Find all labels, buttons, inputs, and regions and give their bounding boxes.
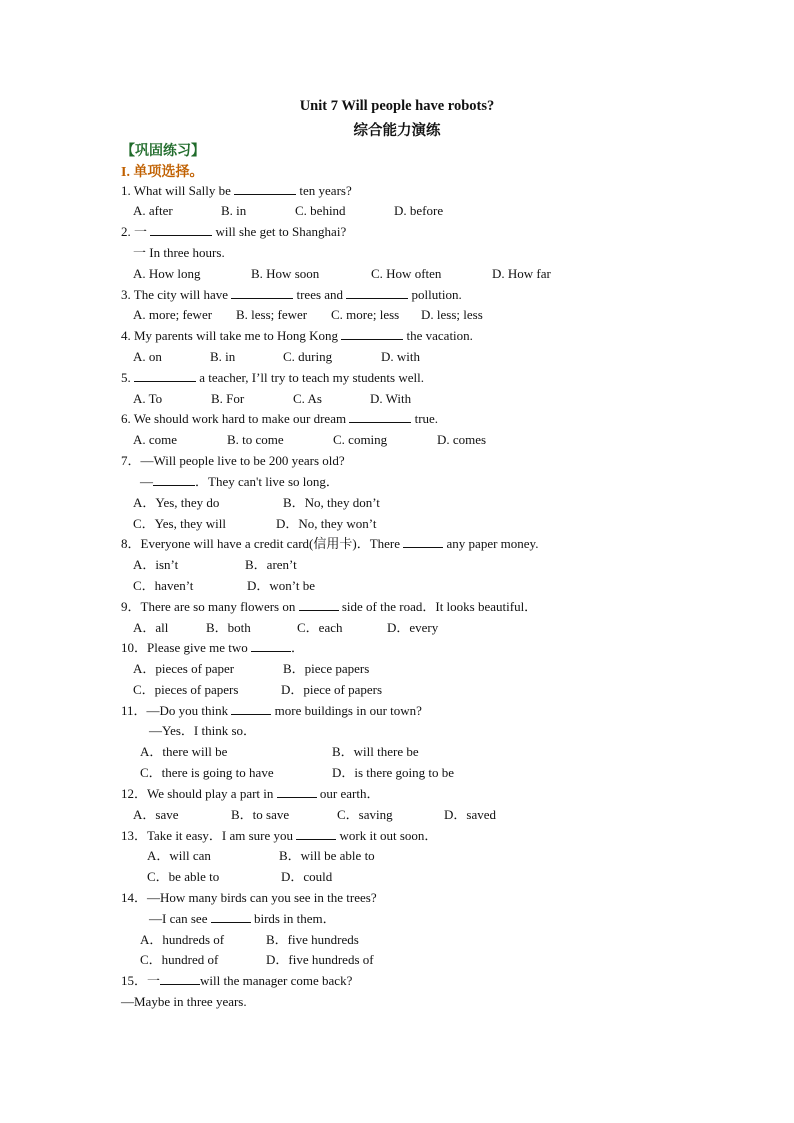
answer-option: D. comes (437, 432, 487, 447)
answer-option: A．save (133, 807, 179, 822)
answer-option: C．each (297, 620, 343, 635)
answer-option: C．Yes, they will (133, 516, 226, 531)
answer-option: D．saved (444, 807, 496, 822)
answer-option: D．every (387, 620, 439, 635)
answer-option: D. How far (492, 266, 551, 281)
answer-blank[interactable] (349, 411, 411, 423)
question-text: 9．There are so many flowers on (121, 599, 299, 614)
answer-blank[interactable] (234, 183, 296, 195)
answer-option: D．No, they won’t (276, 516, 377, 531)
question-line (121, 536, 538, 552)
answer-blank[interactable] (231, 703, 271, 715)
answer-option: C．there is going to have (140, 765, 274, 780)
question-text: 4. My parents will take me to Hong Kong (121, 328, 342, 343)
answer-option: B．to save (231, 807, 290, 822)
practice-label: 【巩固练习】 (121, 144, 205, 159)
question-text: 一 In three hours. (133, 245, 225, 260)
answer-blank[interactable] (346, 287, 408, 299)
answer-option: B．will there be (332, 744, 419, 759)
answer-blank[interactable] (251, 640, 291, 652)
answer-option: A. after (133, 203, 173, 218)
question-text: 12．We should play a part in (121, 786, 277, 801)
answer-option: D. less; less (421, 307, 483, 322)
question-text: more buildings in our town? (271, 703, 422, 718)
question-text: any paper money. (443, 536, 539, 551)
answer-option: C．haven’t (133, 578, 194, 593)
answer-option: A．hundreds of (140, 932, 225, 947)
page-subtitle: 综合能力演练 (353, 123, 441, 139)
answer-option: C．be able to (147, 869, 220, 884)
question-text: 15．一 (121, 973, 161, 988)
question-line (121, 599, 537, 615)
answer-blank[interactable] (296, 828, 336, 840)
answer-option: D．five hundreds of (266, 952, 374, 967)
question-text: our earth． (316, 786, 380, 801)
question-line (121, 703, 422, 719)
question-text: a teacher, I’ll try to teach my students well. (196, 370, 424, 385)
answer-blank[interactable] (277, 786, 317, 798)
question-text: 3. The city will have (121, 287, 232, 302)
question-line (121, 640, 304, 656)
answer-option: A. To (133, 391, 163, 406)
question-text: will she get to Shanghai? (212, 224, 347, 239)
question-line (121, 224, 346, 240)
answer-option: B．No, they don’t (283, 495, 380, 510)
question-text: birds in them． (250, 911, 336, 926)
question-text: —Yes．I think so． (149, 723, 257, 738)
answer-blank[interactable] (211, 911, 251, 923)
answer-option: B. in (221, 203, 247, 218)
answer-blank[interactable] (134, 370, 196, 382)
answer-option: C. As (293, 391, 322, 406)
answer-option: A．isn’t (133, 557, 179, 572)
question-text: side of the road．It looks beautiful． (338, 599, 538, 614)
answer-option: A．pieces of paper (133, 661, 235, 676)
question-line (121, 890, 377, 906)
question-line (121, 287, 462, 303)
answer-option: C. How often (371, 266, 442, 281)
answer-option: B. For (211, 391, 245, 406)
question-line (149, 911, 336, 927)
answer-option: C. during (283, 349, 333, 364)
question-text: ten years? (296, 183, 352, 198)
question-text: trees and (293, 287, 347, 302)
question-line (121, 328, 473, 344)
answer-option: B. How soon (251, 266, 320, 281)
answer-option: D. before (394, 203, 444, 218)
answer-option: D．is there going to be (332, 765, 455, 780)
answer-option: C．pieces of papers (133, 682, 239, 697)
answer-blank[interactable] (403, 536, 443, 548)
answer-option: A．Yes, they do (133, 495, 220, 510)
answer-option: D．could (281, 869, 333, 884)
question-line (121, 453, 345, 469)
answer-option: C. coming (333, 432, 388, 447)
answer-option: B. in (210, 349, 236, 364)
answer-option: A．will can (147, 848, 211, 863)
section-heading: I. 单项选择。 (121, 165, 204, 180)
answer-option: D. With (370, 391, 412, 406)
answer-option: C. behind (295, 203, 346, 218)
answer-blank[interactable] (153, 474, 195, 486)
question-line (121, 973, 352, 989)
question-line (121, 411, 438, 427)
question-text: work it out soon． (336, 828, 438, 843)
question-text: 6. We should work hard to make our dream (121, 411, 350, 426)
question-text: 7．—Will people live to be 200 years old? (121, 453, 345, 468)
answer-blank[interactable] (150, 224, 212, 236)
answer-option: D．won’t be (247, 578, 316, 593)
question-text: 14．—How many birds can you see in the trees? (121, 890, 377, 905)
question-text: — (140, 474, 153, 489)
question-text: 2. 一 (121, 224, 151, 239)
question-text: 1. What will Sally be (121, 183, 235, 198)
answer-option: D．piece of papers (281, 682, 383, 697)
question-text: the vacation. (403, 328, 473, 343)
page-title: Unit 7 Will people have robots? (299, 98, 495, 114)
question-line (121, 370, 424, 386)
answer-option: A. on (133, 349, 162, 364)
answer-option: B．will be able to (279, 848, 375, 863)
answer-option: C．saving (337, 807, 393, 822)
question-line (133, 245, 225, 261)
question-text: —I can see (149, 911, 211, 926)
question-text: pollution. (408, 287, 462, 302)
answer-blank[interactable] (299, 599, 339, 611)
answer-blank[interactable] (341, 328, 403, 340)
answer-option: A. more; fewer (133, 307, 213, 322)
answer-option: A. How long (133, 266, 201, 281)
answer-option: A．there will be (140, 744, 228, 759)
answer-option: C．hundred of (140, 952, 219, 967)
question-line (140, 474, 339, 490)
question-line (121, 994, 247, 1010)
question-text: ． (290, 640, 304, 655)
question-text: —Maybe in three years. (121, 994, 247, 1009)
answer-option: D. with (381, 349, 420, 364)
answer-option: B. to come (227, 432, 284, 447)
question-text: true. (411, 411, 439, 426)
answer-blank[interactable] (160, 973, 200, 985)
answer-option: C. more; less (331, 307, 400, 322)
answer-option: B．piece papers (283, 661, 370, 676)
answer-option: B．both (206, 620, 251, 635)
answer-option: B．aren’t (245, 557, 297, 572)
question-text: 10．Please give me two (121, 640, 251, 655)
question-line (121, 786, 379, 802)
answer-option: B. less; fewer (236, 307, 308, 322)
answer-option: B．five hundreds (266, 932, 359, 947)
question-text: will the manager come back? (200, 973, 353, 988)
question-text: ．They can't live so long． (195, 474, 339, 489)
question-line (149, 723, 256, 739)
question-text: 5. (121, 370, 134, 385)
answer-blank[interactable] (231, 287, 293, 299)
question-text: 13．Take it easy．I am sure you (121, 828, 297, 843)
answer-option: A. come (133, 432, 178, 447)
question-text: 8．Everyone will have a credit card(信用卡)．There (121, 536, 404, 551)
question-line (121, 828, 437, 844)
question-text: 11．—Do you think (121, 703, 232, 718)
answer-option: A．all (133, 620, 169, 635)
question-line (121, 183, 352, 199)
